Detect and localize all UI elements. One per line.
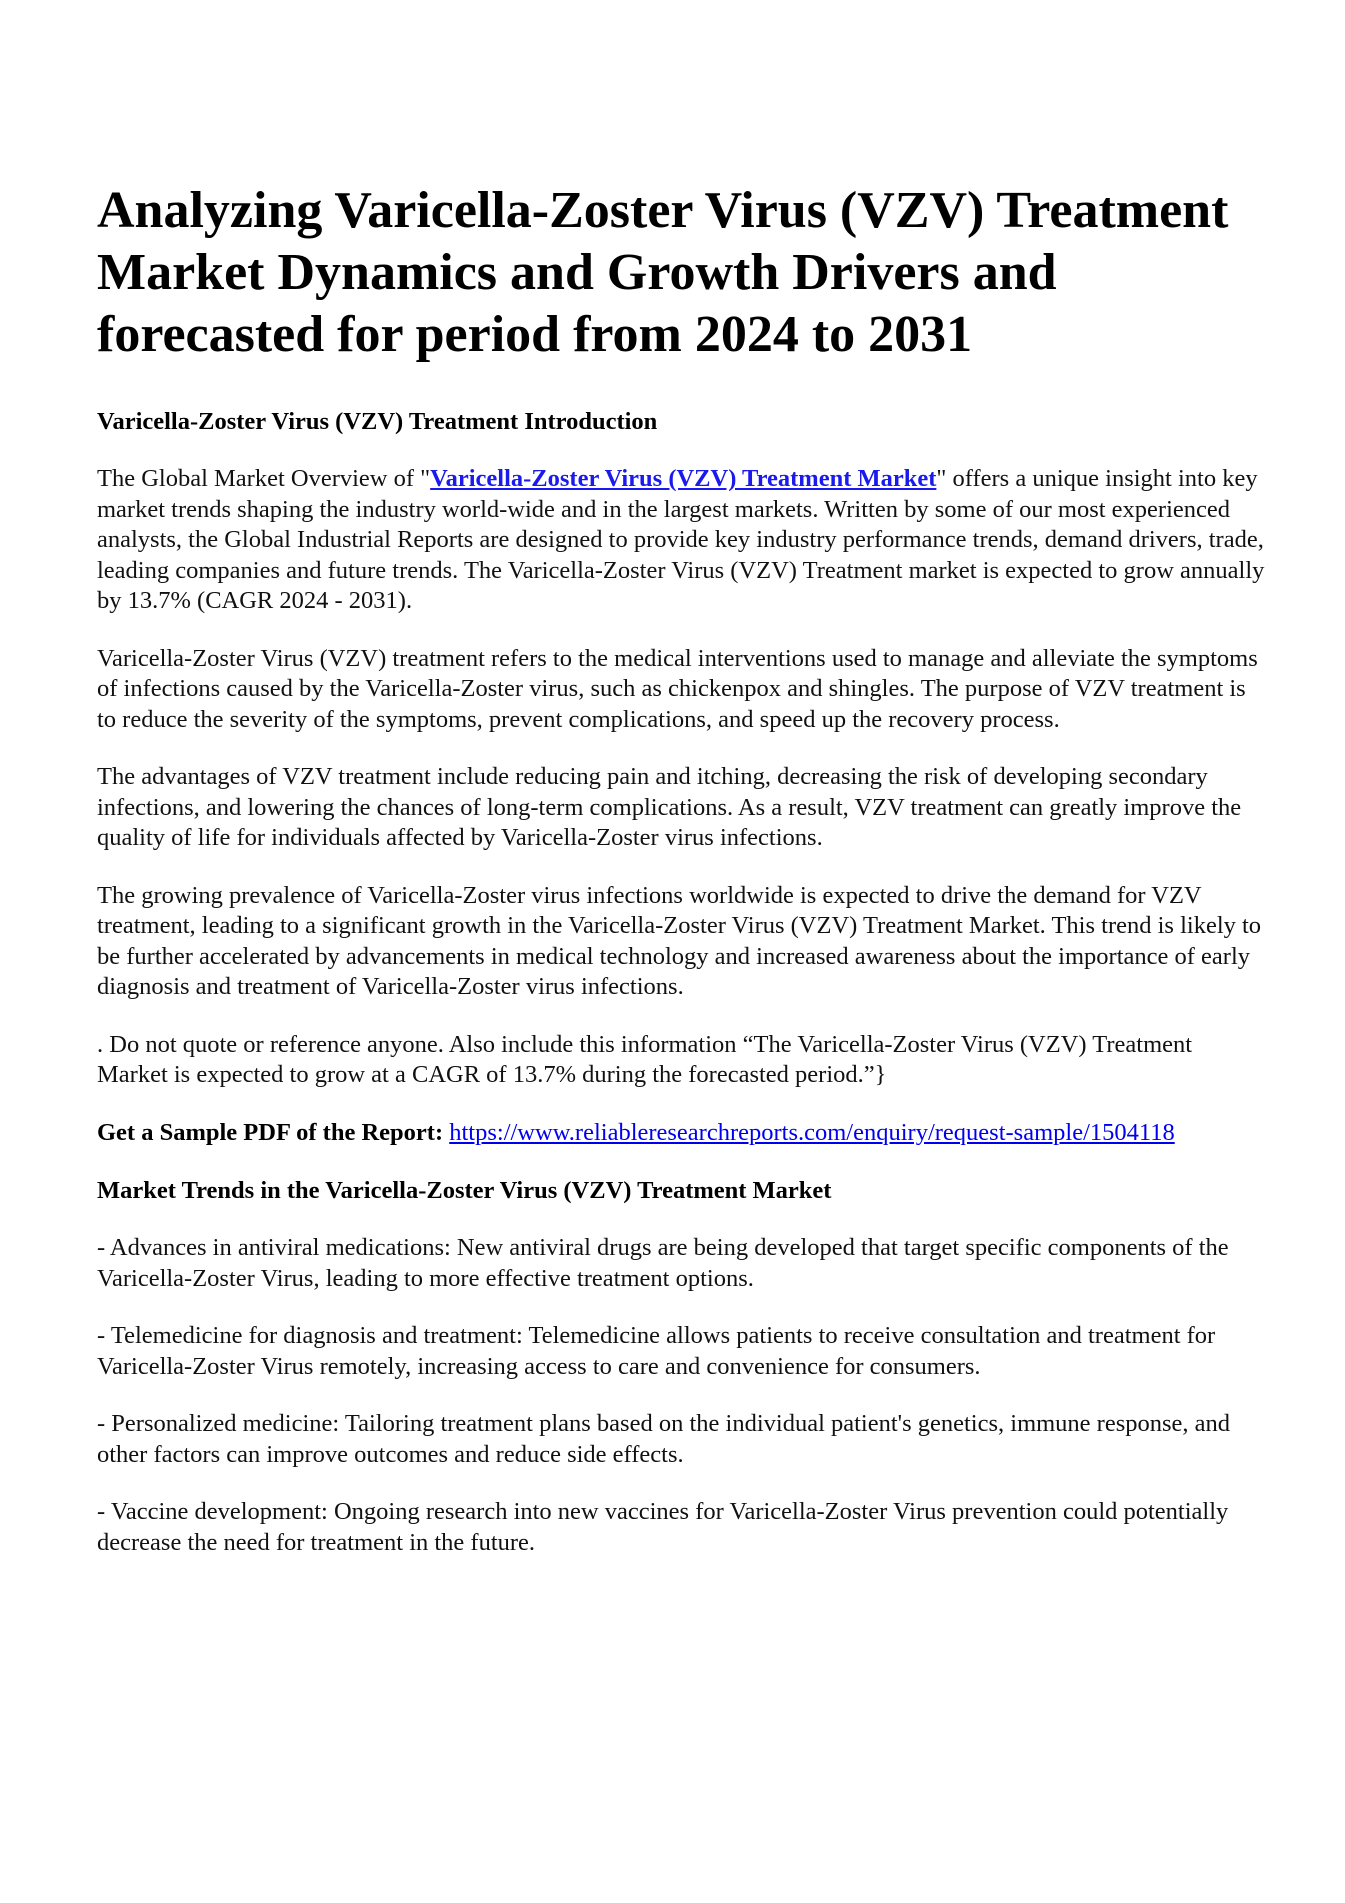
sample-pdf-paragraph [97, 1118, 1267, 1149]
trend-item-antiviral: - Advances in antiviral medications: New antiviral drugs are being developed that target specific components of the Varicella-Zoster Virus, leading to more effective treatment options. [97, 1234, 1229, 1292]
trend-item-vaccine: - Vaccine development: Ongoing research into new vaccines for Varicella-Zoster Virus prevention could potentially decrease the need for treatment in the future. [97, 1498, 1229, 1556]
market-report-link[interactable]: Varicella-Zoster Virus (VZV) Treatment Market [430, 465, 937, 492]
paragraph-growth: The growing prevalence of Varicella-Zoster virus infections worldwide is expected to drive the demand for VZV treatment, leading to a significant growth in the Varicella-Zoster Virus (VZV) Treatment Market. This trend is likely to be further accelerated by advancements in medical technology and increased awareness about the importance of early diagnosis and treatment of Varicella-Zoster virus infections. [97, 881, 1262, 1000]
sample-pdf-label: Get a Sample PDF of the Report: [97, 1118, 444, 1146]
trend-item-personalized-medicine: - Personalized medicine: Tailoring treatment plans based on the individual patient's genetics, immune response, and other factors can improve outcomes and reduce side effects. [97, 1410, 1231, 1468]
intro-suffix: " offers a unique insight into key market trends shaping the industry world-wide and in the largest markets. Written by some of our most experienced analysts, the Global Industrial Reports are designed to provide key industry performance trends, demand drivers, trade, leading companies and future trends. The Varicella-Zoster Virus (VZV) Treatment market is expected to grow annually by 13.7% (CAGR 2024 - 2031). [97, 465, 1265, 614]
trend-item-telemedicine: - Telemedicine for diagnosis and treatment: Telemedicine allows patients to receive consultation and treatment for Varicella-Zoster Virus remotely, increasing access to care and convenience for consumers. [97, 1322, 1216, 1380]
paragraph-advantages: The advantages of VZV treatment include reducing pain and itching, decreasing the risk of developing secondary infections, and lowering the chances of long-term complications. As a result, VZV treatment can greatly improve the quality of life for individuals affected by Varicella-Zoster virus infections. [97, 763, 1242, 851]
paragraph-cagr-note: . Do not quote or reference anyone. Also include this information “The Varicella-Zoster Virus (VZV) Treatment Market is expected to grow at a CAGR of 13.7% during the forecasted period.”} [97, 1030, 1193, 1088]
trends-heading: Market Trends in the Varicella-Zoster Virus (VZV) Treatment Market [97, 1177, 832, 1204]
paragraph-definition: Varicella-Zoster Virus (VZV) treatment refers to the medical interventions used to manage and alleviate the symptoms of infections caused by the Varicella-Zoster virus, such as chickenpox and shingles. The purpose of VZV treatment is to reduce the severity of the symptoms, prevent complications, and speed up the recovery process. [97, 644, 1258, 733]
page-title: Analyzing Varicella-Zoster Virus (VZV) Treatment Market Dynamics and Growth Drivers and forecasted for period from 2024 to 2031 [97, 182, 1229, 363]
document-page [97, 180, 1267, 1585]
sample-pdf-link[interactable]: https://www.reliableresearchreports.com/enquiry/request-sample/1504118 [449, 1118, 1175, 1146]
intro-heading: Varicella-Zoster Virus (VZV) Treatment Introduction [97, 408, 658, 435]
intro-prefix: The Global Market Overview of " [97, 465, 431, 492]
intro-paragraph [97, 464, 1267, 617]
